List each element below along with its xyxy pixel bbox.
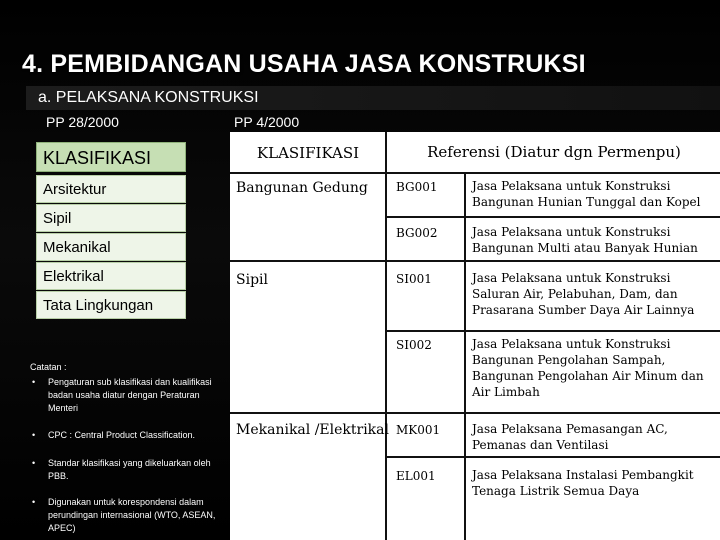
table-klasifikasi-cell: Bangunan Gedung — [236, 180, 368, 196]
note-item: • Standar klasifikasi yang dikeluarkan oleh PBB. — [30, 457, 230, 483]
table-description-cell: Jasa Pelaksana untuk Konstruksi Bangunan Multi atau Banyak Hunian — [472, 225, 698, 255]
note-item: • CPC : Central Product Classification. — [30, 429, 230, 442]
section-subtitle: a. PELAKSANA KONSTRUKSI — [38, 89, 259, 106]
table-code-cell: EL001 — [396, 469, 436, 483]
table-code-cell: SI002 — [396, 338, 432, 352]
table-description-cell: Jasa Pelaksana Instalasi Pembangkit Tenaga Listrik Semua Daya — [472, 468, 694, 498]
table-description-cell: Jasa Pelaksana untuk Konstruksi Saluran Air, Pelabuhan, Dam, dan Prasarana Sumber Daya Air Lainnya — [472, 271, 695, 317]
classification-item-sipil: Sipil — [36, 204, 186, 232]
notes-heading: Catatan : — [30, 362, 67, 372]
table-code-cell: MK001 — [396, 423, 441, 437]
table-klasifikasi-cell: Mekanikal /Elektrikal — [236, 422, 389, 438]
left-classification-header: KLASIFIKASI — [36, 142, 186, 172]
notes-block — [30, 361, 230, 533]
table-code-cell: SI001 — [396, 272, 432, 286]
table-description-cell: Jasa Pelaksana Pemasangan AC, Pemanas dan Ventilasi — [472, 422, 668, 452]
pp-4-label: PP 4/2000 — [234, 114, 300, 130]
table-divider — [385, 456, 720, 458]
pp-28-label: PP 28/2000 — [46, 114, 119, 130]
table-divider — [230, 412, 720, 414]
table-code-cell: BG002 — [396, 226, 438, 240]
classification-item-tata-lingkungan: Tata Lingkungan — [36, 291, 186, 319]
table-header-referensi: Referensi (Diatur dgn Permenpu) — [427, 143, 681, 161]
classification-item-mekanikal: Mekanikal — [36, 233, 186, 261]
table-header-klasifikasi: KLASIFIKASI — [256, 144, 360, 162]
slide-title: 4. PEMBIDANGAN USAHA JASA KONSTRUKSI — [22, 50, 586, 78]
note-item: • Pengaturan sub klasifikasi dan kualifikasi badan usaha diatur dengan Peraturan Menteri — [30, 376, 230, 415]
table-description-cell: Jasa Pelaksana untuk Konstruksi Bangunan Hunian Tunggal dan Kopel — [472, 179, 701, 209]
note-item: • Digunakan untuk korespondensi dalam perundingan internasional (WTO, ASEAN, APEC) — [30, 496, 230, 535]
table-code-cell: BG001 — [396, 180, 438, 194]
classification-reference-table — [230, 132, 720, 540]
table-description-cell: Jasa Pelaksana untuk Konstruksi Bangunan Pengolahan Sampah, Bangunan Pengolahan Air Minum dan Air Limbah — [472, 337, 704, 399]
table-klasifikasi-cell: Sipil — [236, 272, 268, 288]
table-divider — [230, 260, 720, 262]
classification-item-elektrikal: Elektrikal — [36, 262, 186, 290]
table-divider — [385, 330, 720, 332]
table-divider — [464, 172, 466, 540]
classification-item-arsitektur: Arsitektur — [36, 175, 186, 203]
table-divider — [385, 216, 720, 218]
table-divider — [230, 172, 720, 174]
table-divider — [385, 132, 387, 540]
